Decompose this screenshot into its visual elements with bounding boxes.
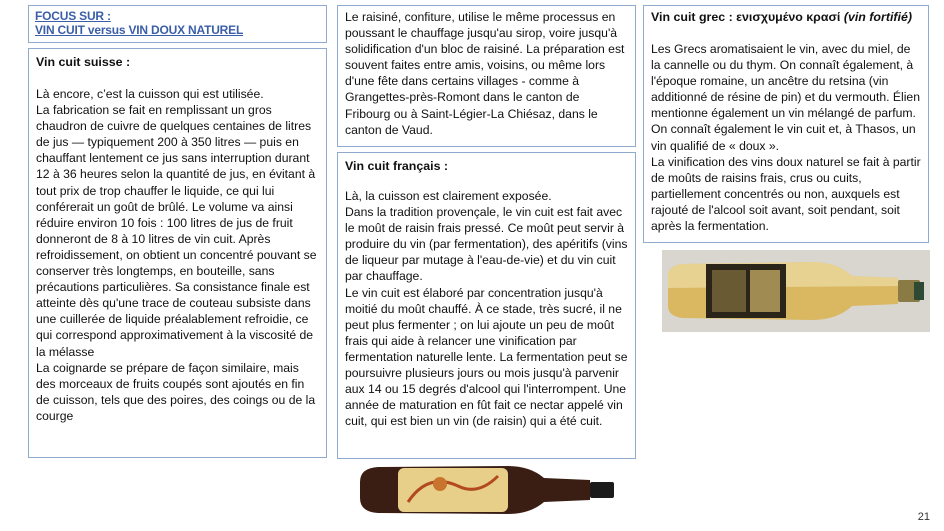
page-number: 21 [917, 511, 930, 523]
focus-title-line1: FOCUS SUR : [35, 9, 111, 23]
raisine-box [337, 5, 636, 147]
raisine-text: Le raisiné, confiture, utilise le même processus en poussant le chauffage jusqu'au sirop, voire jusqu'à solidification d'un bloc de raisiné. La préparation est souvent faites entre amis, voisins, ou même lors d'une fête dans certains villages - comme à Grangettes-près-Romont dans le canton de Fribourg ou à Saint-Légier-La Chiésaz, dans le canton de Vaud. [345, 10, 625, 137]
provencal-wine-bottle-image [358, 462, 618, 518]
greek-wine-bottle-image [662, 250, 930, 332]
vin-cuit-francais-heading: Vin cuit français : [345, 159, 449, 173]
focus-title-box [28, 5, 327, 43]
vin-cuit-francais-text: Là, la cuisson est clairement exposée. Dans la tradition provençale, le vin cuit est fait avec le moût de raisin frais pressé. Ce moût peut servir à produire du vin (par fermentation), des apéritifs (vins de liqueur par mutage à l'eau-de-vie) et du vin cuit par chauffage. Le vin cuit est élaboré par concentration jusqu'à moitié du moût chauffé. À ce stade, très sucré, il ne peut plus fermenter ; on lui ajoute un peu de moût frais qui aide à relancer une vinification par fermentation naturelle lente. La fermentation peut se poursuivre plusieurs jours ou mois jusqu'à parvenir aux 14 ou 15 degrés d'alcool qui l'interrompent. Une année de maturation en fût fait ce nectar appelé vin cuit, qui est bien un vin (de raisin) qui a été cuit. [345, 189, 628, 429]
vin-cuit-grec-heading-main: Vin cuit grec : ενισχυμένο κρασί [651, 10, 841, 24]
vin-cuit-suisse-heading: Vin cuit suisse : [36, 55, 131, 69]
vin-cuit-grec-box [643, 5, 929, 243]
vin-cuit-suisse-text: Là encore, c’est la cuisson qui est utilisée. La fabrication se fait en remplissant un gros chaudron de cuivre de quelques centaines de litres de jus — typiquement 200 à 350 litres — puis en chauffant lentement ce jus sans interruption durant 12 à 36 heures selon la quantité de jus, en évitant à tout prix de trop chauffer le liquide, ce qui lui conférerait un goût de brûlé. Le volume va ainsi réduire environ 10 fois : 100 litres de jus de fruit donneront de 8 à 10 litres de vin cuit. Après refroidissement, on obtient un concentré pouvant se conserver très longtemps, en bouteille, sans précautions particulières. Sa consistance finale est atteinte dès qu'une trace de couteau subsiste dans une cuillerée de liquide préalablement refroidie, ce qui correspond approximativement à la viscosité de la mélasse La coignarde se prépare de façon similaire, mais des morceaux de fruits coupés sont ajoutés en fin de cuisson, tels que des poires, des coings ou de la courge [36, 87, 317, 423]
vin-cuit-francais-box [337, 152, 636, 459]
focus-title-line2: VIN CUIT versus VIN DOUX NATUREL [35, 23, 244, 37]
vin-cuit-suisse-box [28, 48, 327, 458]
vin-cuit-grec-heading-italic: (vin fortifié) [843, 10, 912, 24]
vin-cuit-grec-text: Les Grecs aromatisaient le vin, avec du miel, de la cannelle ou du thym. On connaît également, à l'époque romaine, un ancêtre du retsina (vin additionné de résine de pin) et du vermouth. Élien mentionne également un vin mélangé de parfum. On connaît également le vin cuit et, à Thasos, un vin qualifié de « doux ». La vinification des vins doux naturel se fait à partir de moûts de raisins frais, crus ou cuits, partiellement concentrés ou non, auxquels est rajouté de l'alcool soit avant, soit pendant, soit après la fermentation. [651, 42, 921, 234]
vin-cuit-grec-heading [651, 9, 921, 25]
